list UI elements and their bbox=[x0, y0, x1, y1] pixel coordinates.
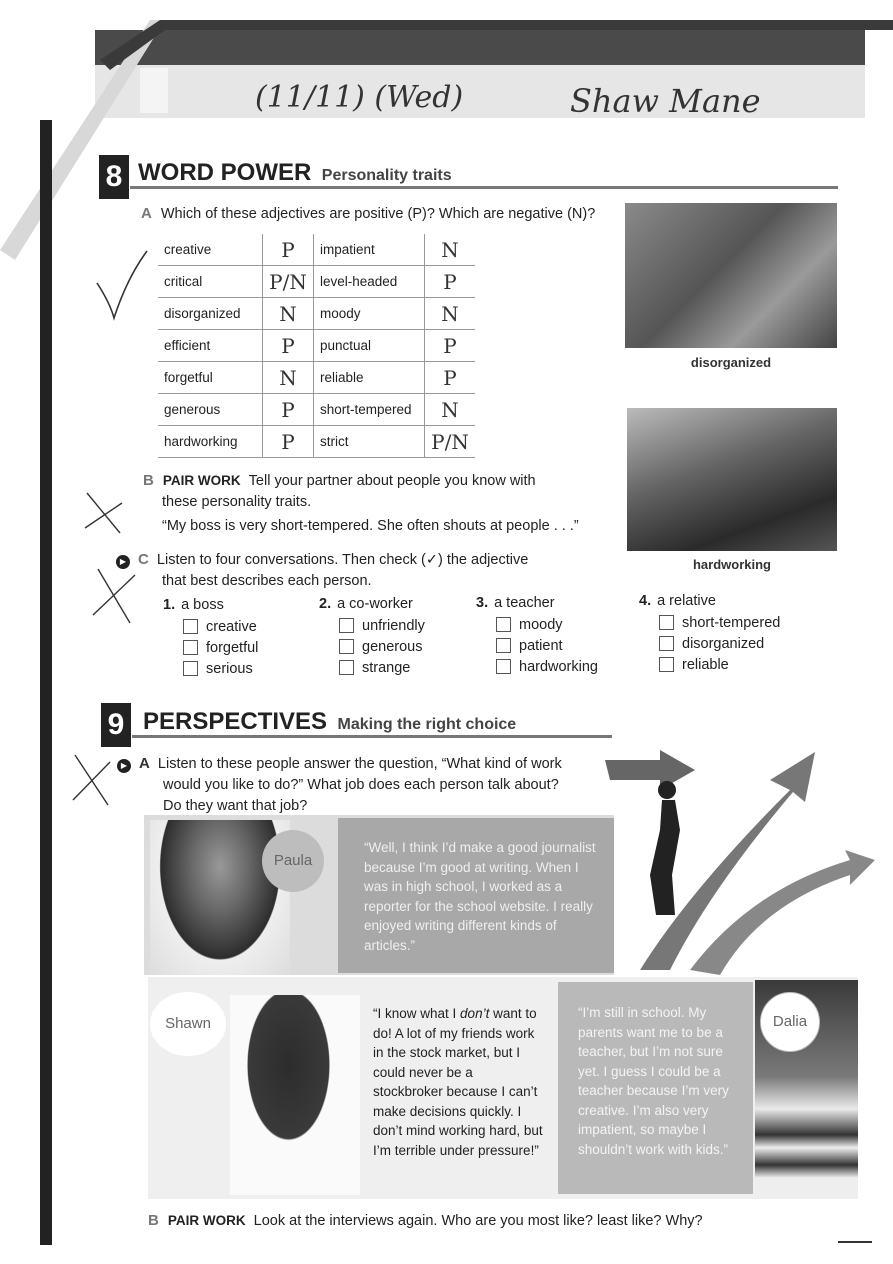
adjective-row bbox=[158, 298, 475, 330]
part-a-text: Listen to these people answer the question, “What kind of work bbox=[157, 756, 562, 772]
handwritten-mark[interactable]: P bbox=[263, 234, 314, 266]
example-quote: “My boss is very short-tempered. She often shouts at people . . .” bbox=[162, 518, 579, 534]
handwritten-cross bbox=[70, 750, 115, 810]
dalia-quote: “I’m still in school. My parents want me to be a teacher, but I’m not sure yet. I guess I could be a teacher because I’m very creative. I’m also very impatient, so maybe I shouldn’t work with kids.” bbox=[578, 1005, 729, 1157]
section-title: PERSPECTIVES bbox=[143, 708, 328, 735]
question-4 bbox=[639, 593, 780, 675]
adjective-left: forgetful bbox=[158, 362, 263, 394]
checkbox[interactable] bbox=[496, 659, 511, 674]
photo-caption: disorganized bbox=[690, 355, 772, 370]
option[interactable] bbox=[659, 633, 780, 654]
option[interactable] bbox=[339, 657, 425, 678]
part-b-text: Look at the interviews again. Who are you most like? least like? Why? bbox=[253, 1213, 703, 1229]
adjective-right: punctual bbox=[314, 330, 425, 362]
section-rule bbox=[130, 186, 838, 189]
name-bubble: Shawn bbox=[150, 992, 226, 1056]
checkbox[interactable] bbox=[183, 661, 198, 676]
question-person: a boss bbox=[181, 597, 224, 613]
option-label: serious bbox=[206, 660, 253, 677]
adjective-right: short-tempered bbox=[314, 394, 425, 426]
page-edge-shadow bbox=[40, 120, 52, 1245]
adjective-left: efficient bbox=[158, 330, 263, 362]
adjective-row bbox=[158, 266, 475, 298]
question-1 bbox=[163, 597, 258, 679]
question-number: 3. bbox=[476, 595, 489, 611]
shawn-photo bbox=[230, 995, 360, 1195]
option-label: short-tempered bbox=[682, 614, 781, 631]
checkbox[interactable] bbox=[183, 640, 198, 655]
option[interactable] bbox=[496, 614, 598, 635]
handwritten-mark[interactable]: N bbox=[263, 298, 314, 330]
crossroads-arrows-graphic bbox=[600, 740, 875, 980]
question-heading bbox=[163, 597, 258, 613]
pair-work-label: PAIR WORK bbox=[167, 1213, 246, 1228]
option[interactable] bbox=[659, 654, 780, 675]
checkbox[interactable] bbox=[496, 638, 511, 653]
part-letter: B bbox=[148, 1212, 159, 1229]
part-letter: A bbox=[141, 205, 152, 222]
photo-caption: hardworking bbox=[692, 557, 771, 572]
section-subtitle: Personality traits bbox=[321, 167, 452, 184]
name-bubble: Paula bbox=[262, 830, 324, 892]
handwritten-checkmark bbox=[92, 248, 152, 323]
section-heading bbox=[138, 159, 452, 187]
checkbox[interactable] bbox=[496, 617, 511, 632]
photo-disorganized bbox=[625, 203, 837, 348]
page-edge-mark bbox=[838, 1241, 872, 1243]
question-person: a relative bbox=[657, 593, 716, 609]
part-a-text: would you like to do?” What job does each person talk about? bbox=[163, 777, 559, 793]
option-label: forgetful bbox=[206, 639, 259, 656]
option-label: reliable bbox=[682, 656, 729, 673]
option-label: unfriendly bbox=[362, 617, 425, 634]
handwritten-mark[interactable]: P/N bbox=[263, 266, 314, 298]
option-label: generous bbox=[362, 638, 423, 655]
checkbox[interactable] bbox=[659, 636, 674, 651]
adjective-row bbox=[158, 426, 475, 458]
handwritten-mark[interactable]: P/N bbox=[425, 426, 476, 458]
handwritten-cross bbox=[82, 488, 127, 538]
part-b bbox=[143, 470, 613, 513]
checkbox[interactable] bbox=[659, 657, 674, 672]
adjective-left: generous bbox=[158, 394, 263, 426]
part-b-text: Tell your partner about people you know with bbox=[248, 473, 536, 489]
option[interactable] bbox=[659, 612, 780, 633]
section9-part-a bbox=[117, 753, 562, 817]
section-rule bbox=[132, 735, 612, 738]
option[interactable] bbox=[496, 635, 598, 656]
part-letter: B bbox=[143, 472, 154, 489]
adjective-right: reliable bbox=[314, 362, 425, 394]
option[interactable] bbox=[183, 658, 258, 679]
question-heading bbox=[476, 595, 598, 611]
option-label: moody bbox=[519, 616, 563, 633]
handwritten-mark[interactable]: N bbox=[425, 234, 476, 266]
adjective-row bbox=[158, 362, 475, 394]
part-a-text: Do they want that job? bbox=[163, 798, 308, 814]
handwritten-mark[interactable]: P bbox=[263, 330, 314, 362]
part-b-text: these personality traits. bbox=[162, 494, 312, 510]
question-person: a teacher bbox=[494, 595, 555, 611]
question-person: a co-worker bbox=[337, 596, 413, 612]
section-title: WORD POWER bbox=[138, 159, 312, 186]
section-number: 8 bbox=[99, 155, 129, 199]
handwritten-mark[interactable]: N bbox=[263, 362, 314, 394]
question-number: 1. bbox=[163, 597, 176, 613]
section9-part-b bbox=[148, 1210, 703, 1232]
part-letter: C bbox=[138, 551, 149, 568]
option-label: hardworking bbox=[519, 658, 598, 675]
handwritten-mark[interactable]: N bbox=[425, 298, 476, 330]
quote-emphasis: don’t bbox=[460, 1006, 490, 1021]
handwritten-mark[interactable]: P bbox=[425, 362, 476, 394]
section-number: 9 bbox=[101, 703, 131, 747]
part-c-text: Listen to four conversations. Then check (✓) the adjective bbox=[156, 552, 529, 568]
quote-text: “I know what I bbox=[373, 1006, 461, 1021]
option[interactable] bbox=[183, 637, 258, 658]
option[interactable] bbox=[496, 656, 598, 677]
adjective-right: level-headed bbox=[314, 266, 425, 298]
adjective-left: hardworking bbox=[158, 426, 263, 458]
option[interactable] bbox=[183, 616, 258, 637]
question-2 bbox=[319, 596, 425, 678]
adjective-left: critical bbox=[158, 266, 263, 298]
audio-play-icon[interactable]: ▶ bbox=[116, 555, 130, 569]
section-subtitle: Making the right choice bbox=[337, 716, 517, 733]
handwritten-mark[interactable]: P bbox=[425, 330, 476, 362]
adjective-row bbox=[158, 234, 475, 266]
part-letter: A bbox=[139, 755, 150, 772]
adjective-row bbox=[158, 330, 475, 362]
handwritten-mark[interactable]: P bbox=[263, 394, 314, 426]
audio-play-icon[interactable]: ▶ bbox=[117, 759, 131, 773]
question-3 bbox=[476, 595, 598, 677]
adjective-right: impatient bbox=[314, 234, 425, 266]
checkbox[interactable] bbox=[183, 619, 198, 634]
question-heading bbox=[639, 593, 780, 609]
option-label: patient bbox=[519, 637, 563, 654]
checkbox[interactable] bbox=[339, 660, 354, 675]
adjective-table bbox=[158, 234, 475, 458]
photo-hardworking bbox=[627, 408, 837, 551]
checkbox[interactable] bbox=[339, 639, 354, 654]
part-c bbox=[116, 549, 528, 592]
option-label: disorganized bbox=[682, 635, 765, 652]
part-c-text: that best describes each person. bbox=[162, 573, 372, 589]
adjective-left: creative bbox=[158, 234, 263, 266]
handwritten-cross bbox=[90, 565, 140, 627]
adjective-right: moody bbox=[314, 298, 425, 330]
instruction-text: Which of these adjectives are positive (P)? Which are negative (N)? bbox=[160, 206, 596, 222]
quote-text: want to do! A lot of my friends work in the stock market, but I could never be a stockbroker because I can’t make decisions quickly. I don’t mind working hard, but I’m terrible under pressure!” bbox=[373, 1006, 543, 1158]
adjective-right: strict bbox=[314, 426, 425, 458]
section-heading bbox=[143, 708, 516, 736]
part-a-instruction bbox=[141, 203, 595, 225]
adjective-left: disorganized bbox=[158, 298, 263, 330]
binder-clip bbox=[140, 68, 168, 113]
handwritten-name: Shaw Mane bbox=[570, 82, 761, 120]
option-label: strange bbox=[362, 659, 411, 676]
checkbox[interactable] bbox=[339, 618, 354, 633]
question-number: 4. bbox=[639, 593, 652, 609]
question-number: 2. bbox=[319, 596, 332, 612]
name-bubble: Dalia bbox=[760, 992, 820, 1052]
option-label: creative bbox=[206, 618, 257, 635]
question-heading bbox=[319, 596, 425, 612]
pair-work-label: PAIR WORK bbox=[162, 473, 241, 488]
paula-quote: “Well, I think I’d make a good journalist because I’m good at writing. When I was in high school, I worked as a reporter for the school website. I really enjoyed writing different kinds of articles.” bbox=[364, 840, 596, 953]
handwritten-mark[interactable]: N bbox=[425, 394, 476, 426]
adjective-row bbox=[158, 394, 475, 426]
option[interactable] bbox=[339, 615, 425, 636]
checkbox[interactable] bbox=[659, 615, 674, 630]
handwritten-mark[interactable]: P bbox=[263, 426, 314, 458]
shawn-quote bbox=[373, 1004, 543, 1160]
handwritten-mark[interactable]: P bbox=[425, 266, 476, 298]
option[interactable] bbox=[339, 636, 425, 657]
handwritten-date: (11/11) (Wed) bbox=[255, 80, 464, 115]
